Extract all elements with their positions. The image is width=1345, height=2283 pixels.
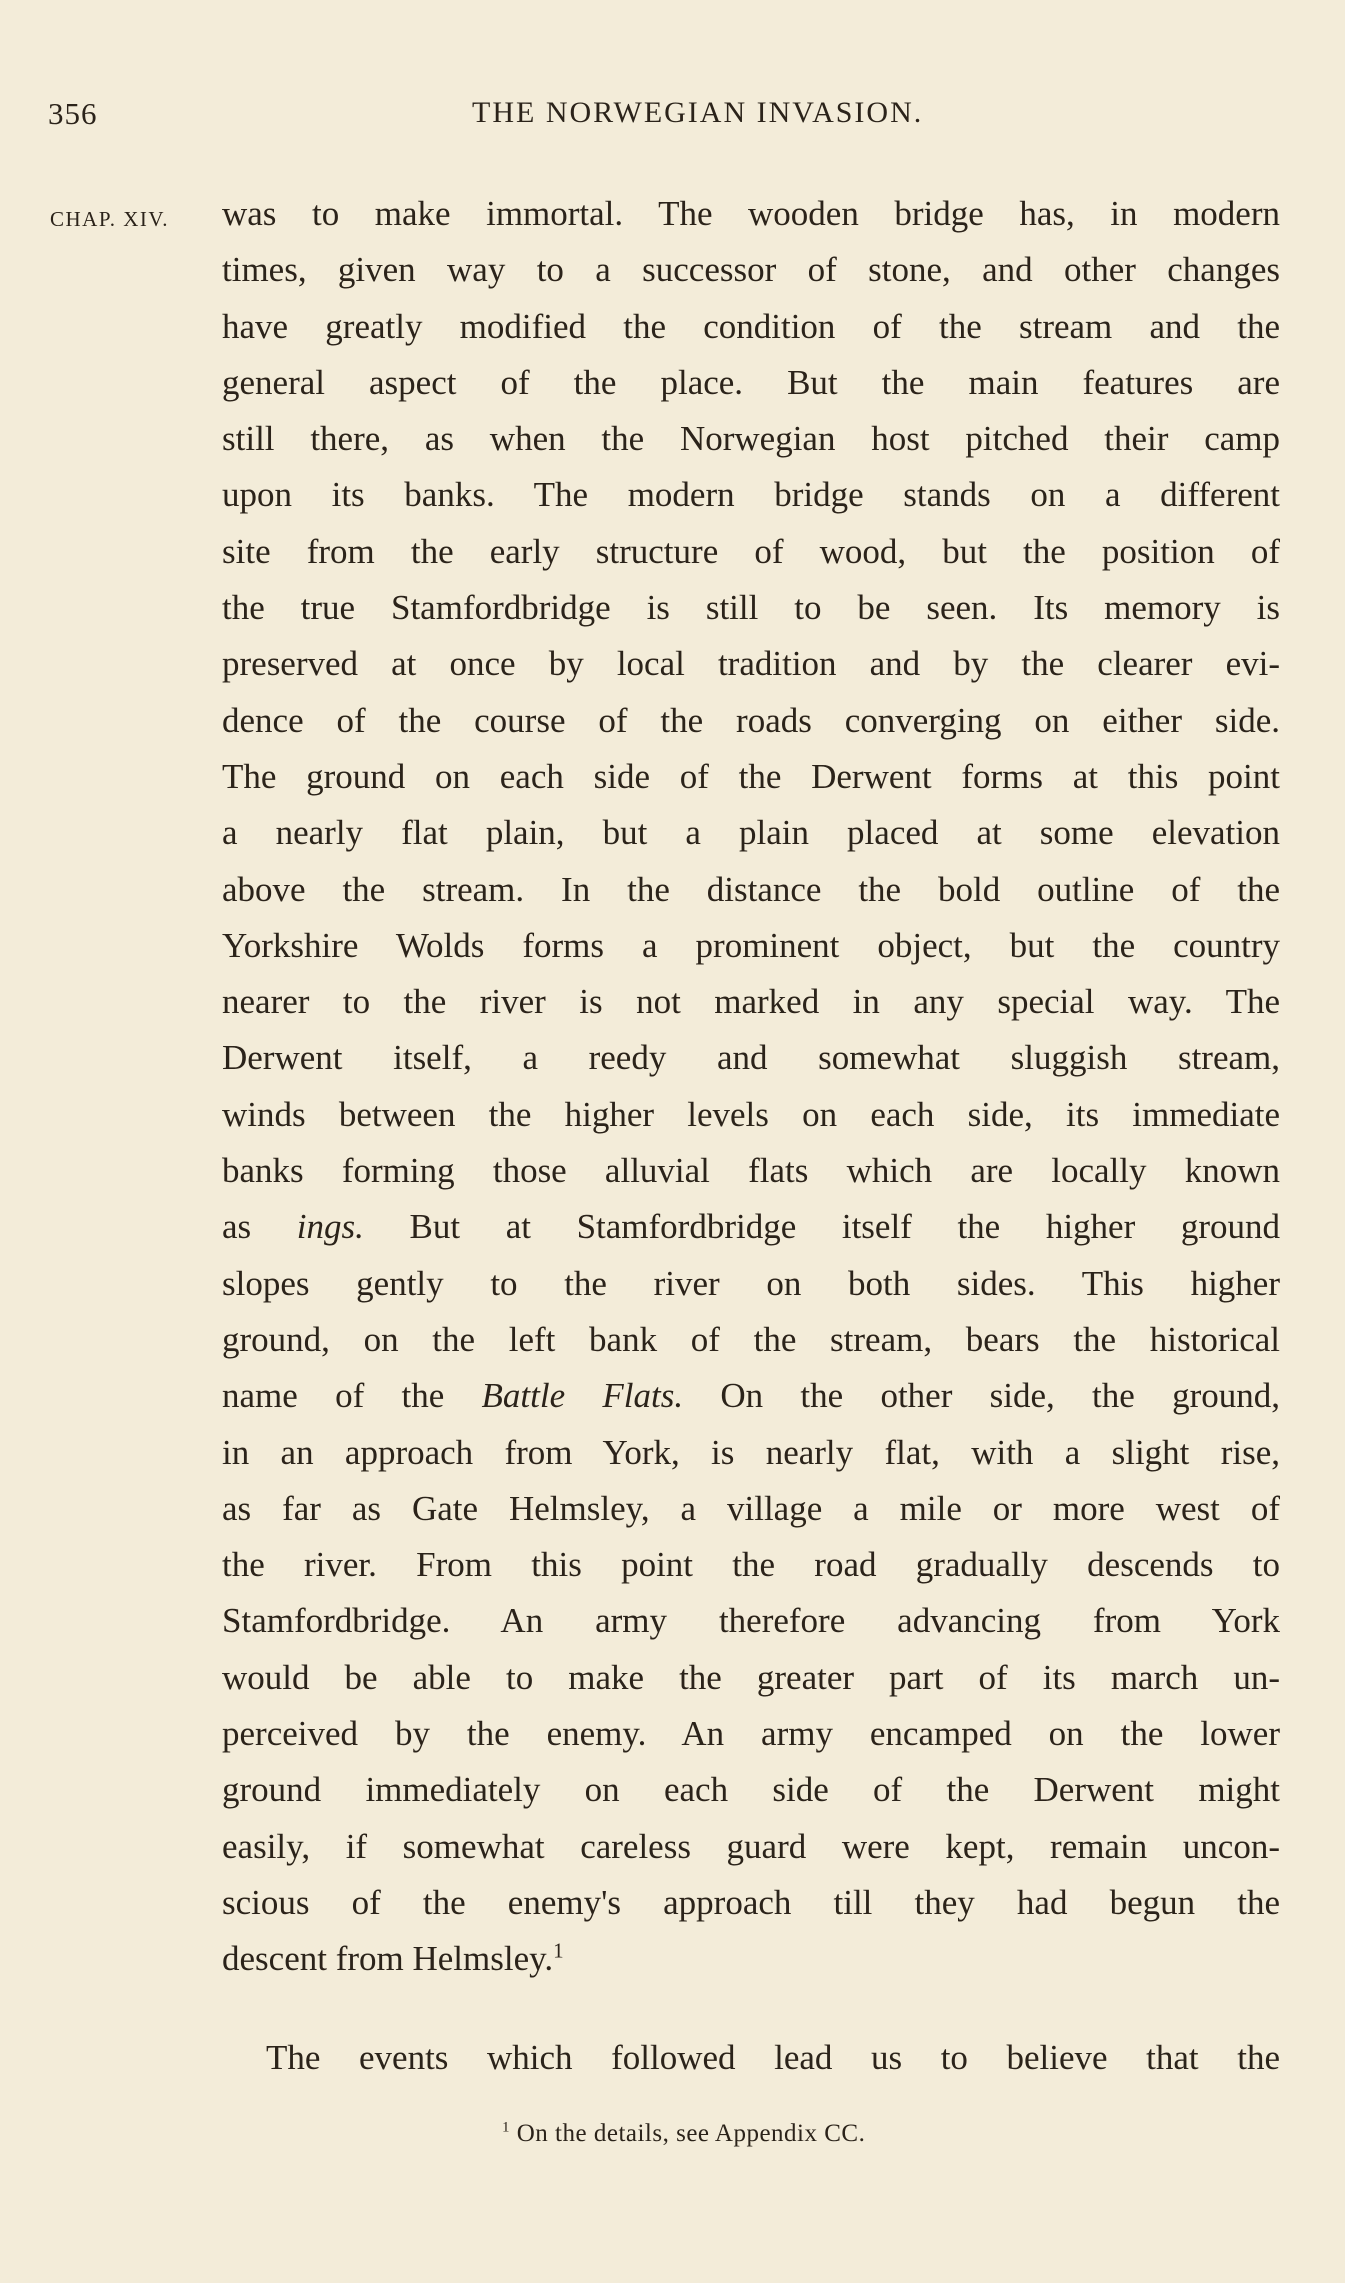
text-line: winds between the higher levels on each side, its immediate (222, 1094, 1280, 1134)
text-line: The events which followed lead us to believe that the (266, 2038, 1280, 2077)
text-line: preserved at once by local tradition and by the clearer evi- (222, 644, 1280, 684)
text-segment: On the other side, the ground, (683, 1376, 1280, 1416)
text-line-last (222, 1931, 1280, 1987)
footnote-text: On the details, see Appendix CC. (510, 2120, 866, 2147)
text-line: as far as Gate Helmsley, a village a mile or more west of (222, 1488, 1280, 1528)
text-line: in an approach from York, is nearly flat, with a slight rise, (222, 1432, 1280, 1472)
text-line: Yorkshire Wolds forms a prominent object, but the country (222, 925, 1280, 965)
page-header (48, 96, 1248, 146)
text-segment: descent from Helmsley. (222, 1939, 554, 1979)
footnote-reference[interactable]: 1 (553, 1938, 564, 1963)
text-line: slopes gently to the river on both sides. This higher (222, 1263, 1280, 1303)
text-line: a nearly flat plain, but a plain placed at some elevation (222, 813, 1280, 853)
text-line-with-italic (222, 1368, 1280, 1424)
text-line: the true Stamfordbridge is still to be seen. Its memory is (222, 588, 1280, 628)
running-title: THE NORWEGIAN INVASION. (472, 96, 924, 129)
text-segment: name of the (222, 1376, 482, 1416)
text-line: banks forming those alluvial flats which are locally known (222, 1151, 1280, 1191)
text-line: dence of the course of the roads converging on either side. (222, 700, 1280, 740)
italic-term-battle-flats: Battle Flats. (481, 1376, 684, 1416)
page-number: 356 (48, 96, 98, 131)
text-line: site from the early structure of wood, but the position of (222, 531, 1280, 571)
text-line: Derwent itself, a reedy and somewhat sluggish stream, (222, 1038, 1280, 1078)
text-line: easily, if somewhat careless guard were kept, remain uncon- (222, 1826, 1280, 1866)
paragraph-1 (222, 186, 1280, 1988)
chapter-margin-note: CHAP. XIV. (50, 207, 170, 231)
text-line: scious of the enemy's approach till they had begun the (222, 1882, 1280, 1922)
text-line: upon its banks. The modern bridge stands on a different (222, 475, 1280, 515)
text-line-with-italic (222, 1199, 1280, 1255)
text-line: The ground on each side of the Derwent forms at this point (222, 756, 1280, 796)
text-line: have greatly modified the condition of the stream and the (222, 306, 1280, 346)
text-line: perceived by the enemy. An army encamped on the lower (222, 1714, 1280, 1754)
italic-term-ings: ings. (296, 1207, 364, 1247)
footnote (502, 2120, 865, 2148)
text-line: Stamfordbridge. An army therefore advancing from York (222, 1601, 1280, 1641)
text-line: the river. From this point the road gradually descends to (222, 1545, 1280, 1585)
text-line: ground immediately on each side of the Derwent might (222, 1770, 1280, 1810)
text-segment: But at Stamfordbridge itself the higher ground (363, 1207, 1280, 1247)
text-line: would be able to make the greater part of its march un- (222, 1657, 1280, 1697)
text-line: times, given way to a successor of stone, and other changes (222, 250, 1280, 290)
text-line: above the stream. In the distance the bold outline of the (222, 869, 1280, 909)
text-segment: as (222, 1207, 297, 1247)
text-line: still there, as when the Norwegian host pitched their camp (222, 419, 1280, 459)
text-line: general aspect of the place. But the main features are (222, 362, 1280, 402)
text-line: was to make immortal. The wooden bridge has, in modern (222, 194, 1280, 233)
paragraph-2 (222, 2030, 1280, 2086)
text-line: ground, on the left bank of the stream, bears the historical (222, 1319, 1280, 1359)
footnote-marker: 1 (502, 2119, 510, 2136)
text-line: nearer to the river is not marked in any special way. The (222, 982, 1280, 1022)
